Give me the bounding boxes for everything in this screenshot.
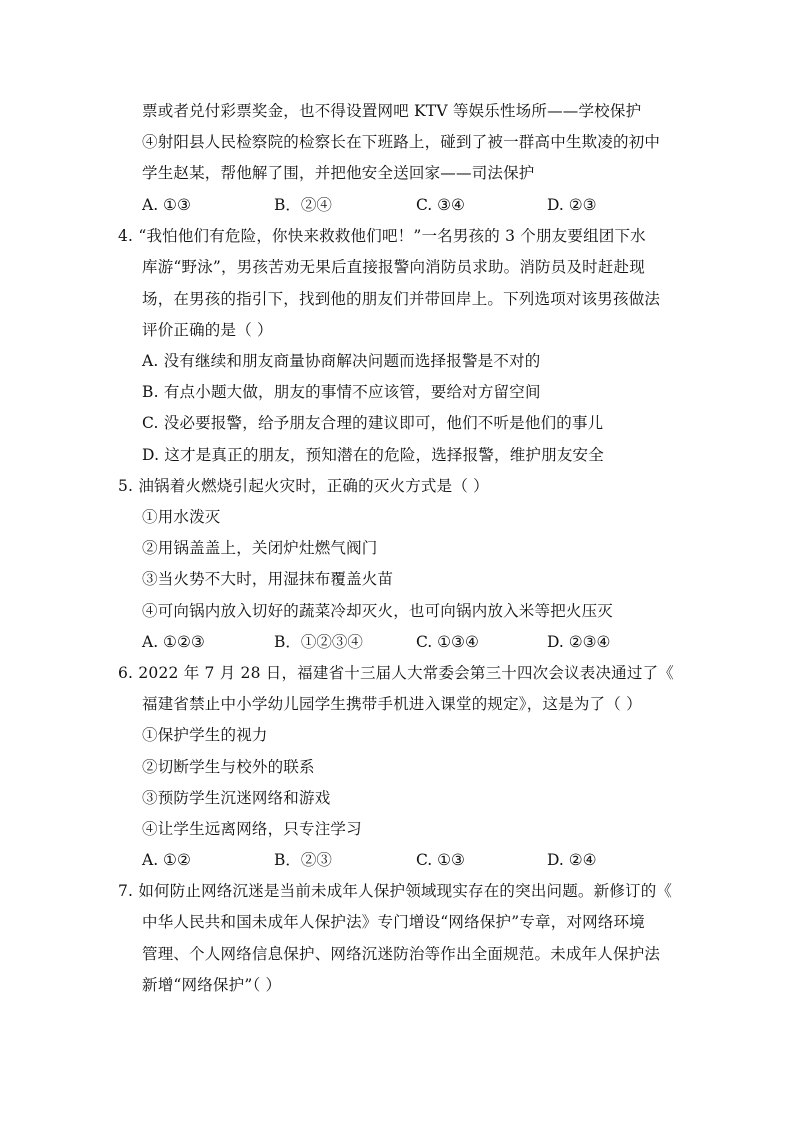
q5-stem: 5. 油锅着火燃烧引起火灾时，正确的灭火方式是（ ） (118, 477, 489, 495)
q6-stem-line-2: 福建省禁止中小学幼儿园学生携带手机进入课堂的规定》，这是为了（ ） (142, 695, 642, 713)
q7-stem-line-4: 新增“网络保护”（ ） (142, 976, 282, 994)
q3-option-b[interactable]: B．②④ (274, 196, 332, 214)
q3-item-4-line-2: 学生赵某，帮他解了围，并把他安全送回家——司法保护 (142, 164, 535, 182)
q4-stem-line-1: 4. “我怕他们有危险，你快来救救他们吧！”一名男孩的 3 个朋友要组团下水 (118, 227, 646, 245)
q6-item-2: ②切断学生与校外的联系 (142, 758, 315, 776)
q4-stem-line-4: 评价正确的是（ ） (142, 321, 273, 339)
q5-option-a[interactable]: A. ①②③ (142, 633, 205, 651)
q6-item-3: ③预防学生沉迷网络和游戏 (142, 789, 331, 807)
q4-choice-c[interactable]: C. 没必要报警，给予朋友合理的建议即可，他们不听是他们的事儿 (142, 414, 604, 432)
q3-option-c[interactable]: C. ③④ (416, 196, 465, 214)
q6-option-b[interactable]: B．②③ (274, 851, 332, 869)
q6-option-d[interactable]: D. ②④ (547, 851, 597, 869)
q3-item-4-line-1: ④射阳县人民检察院的检察长在下班路上，碰到了被一群高中生欺凌的初中 (142, 133, 661, 151)
q4-choice-d[interactable]: D. 这才是真正的朋友，预知潜在的危险，选择报警，维护朋友安全 (142, 446, 604, 464)
q6-item-1: ①保护学生的视力 (142, 726, 268, 744)
q6-option-c[interactable]: C. ①③ (416, 851, 465, 869)
q5-item-2: ②用锅盖盖上，关闭炉灶燃气阀门 (142, 539, 378, 557)
q5-item-3: ③当火势不大时，用湿抹布覆盖火苗 (142, 570, 394, 588)
q6-stem-line-1: 6. 2022 年 7 月 28 日，福建省十三届人大常委会第三十四次会议表决通过了《 (118, 664, 674, 682)
q5-option-c[interactable]: C. ①③④ (416, 633, 479, 651)
q4-choice-a[interactable]: A. 没有继续和朋友商量协商解决问题而选择报警是不对的 (142, 352, 541, 370)
q6-option-a[interactable]: A. ①② (142, 851, 191, 869)
q6-item-4: ④让学生远离网络，只专注学习 (142, 820, 362, 838)
q4-choice-b[interactable]: B. 有点小题大做，朋友的事情不应该管，要给对方留空间 (142, 383, 541, 401)
q7-stem-line-3: 管理、个人网络信息保护、网络沉迷防治等作出全面规范。未成年人保护法 (142, 945, 661, 963)
q3-option-a[interactable]: A. ①③ (142, 196, 191, 214)
q5-option-b[interactable]: B．①②③④ (274, 633, 363, 651)
q5-item-1: ①用水泼灭 (142, 508, 221, 526)
q3-continuation-line-1: 票或者兑付彩票奖金，也不得设置网吧 KTV 等娱乐性场所——学校保护 (142, 102, 642, 120)
q4-stem-line-2: 库游“野泳”，男孩苦劝无果后直接报警向消防员求助。消防员及时赶赴现 (142, 258, 645, 276)
q7-stem-line-2: 中华人民共和国未成年人保护法》专门增设“网络保护”专章，对网络环境 (142, 913, 645, 931)
q7-stem-line-1: 7. 如何防止网络沉迷是当前未成年人保护领域现实存在的突出问题。新修订的《 (118, 882, 673, 900)
q5-item-4: ④可向锅内放入切好的蔬菜冷却灭火，也可向锅内放入米等把火压灭 (142, 602, 614, 620)
q5-option-d[interactable]: D. ②③④ (547, 633, 611, 651)
q3-option-d[interactable]: D. ②③ (547, 196, 597, 214)
q4-stem-line-3: 场，在男孩的指引下，找到他的朋友们并带回岸上。下列选项对该男孩做法 (142, 290, 661, 308)
